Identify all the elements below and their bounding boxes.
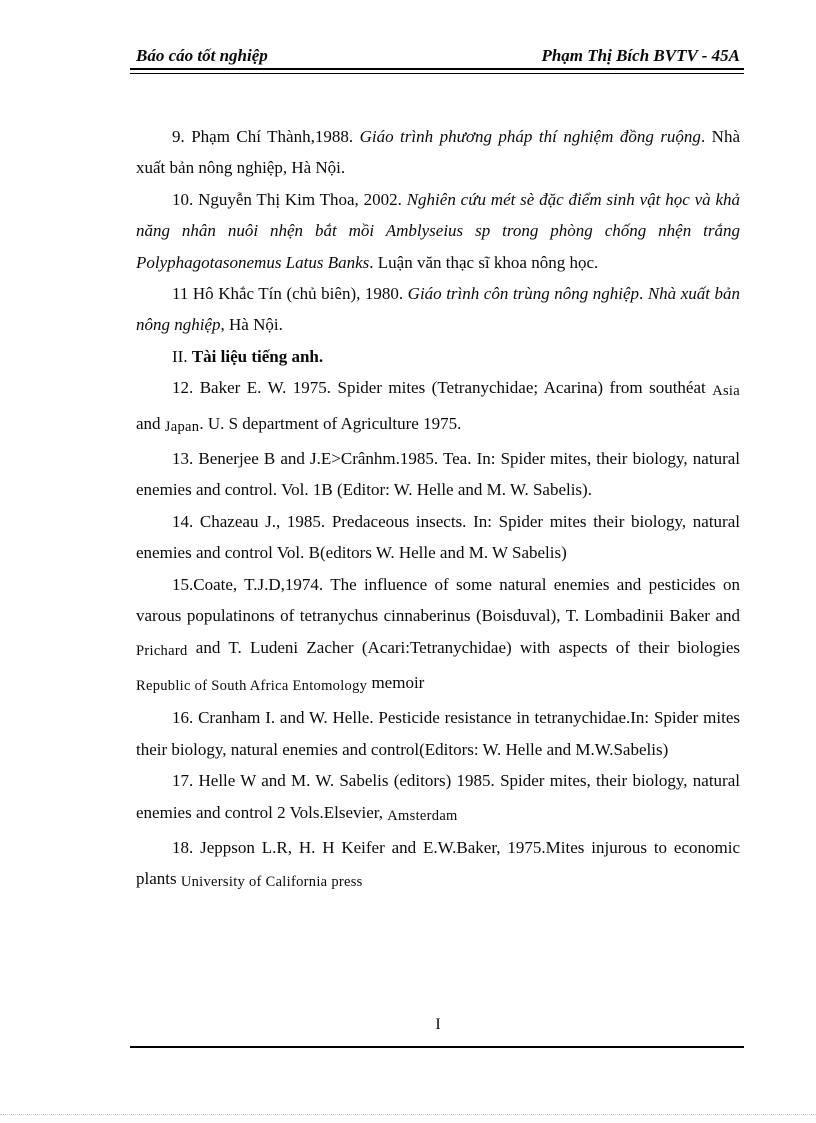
text-segment: 16. Cranham I. and W. Helle. Pesticide resistance in tetranychidae.In: Spider mites their biology, natural enemies and control(Editors: W. Helle and M.W.Sabelis) (136, 708, 740, 759)
page-bottom-dotted-line (0, 1114, 816, 1115)
text-segment: 9. Phạm Chí Thành,1988. (172, 127, 360, 146)
references-list (136, 121, 740, 899)
text-segment: University of California press (180, 874, 363, 891)
text-segment: Prichard (136, 642, 188, 659)
text-segment: . Luận văn thạc sĩ khoa nông học. (369, 252, 599, 272)
text-segment: . U. S department of Agriculture 1975. (199, 413, 462, 433)
text-segment: II. (172, 346, 192, 366)
reference-13 (136, 443, 740, 506)
footer-divider-rule (130, 1046, 744, 1048)
text-segment: 11 Hô Khắc Tín (chủ biên), 1980. (172, 284, 408, 304)
text-segment: 18. Jeppson L.R, H. H Keifer and E.W.Baker, 1975.Mites injurous to economic plants (136, 837, 740, 889)
text-segment: . Nhà xuất bản nông nghiệp, Hà Nội. (136, 127, 740, 178)
text-segment: 15.Coate, T.J.D,1974. The influence of some natural enemies and pesticides on varous populatinons of tetranychus cinnaberinus (Boisduval), T. Lombadinii Baker and (136, 574, 740, 626)
text-segment: Tài liệu tiếng anh. (191, 346, 324, 366)
header-divider-rule (130, 68, 744, 74)
text-segment: Republic of South Africa Entomology (136, 677, 368, 694)
text-segment: , Hà Nội. (220, 315, 283, 335)
text-segment: and (136, 413, 165, 433)
page-header (136, 46, 740, 66)
text-segment: Japan (164, 418, 200, 435)
text-segment: 10. Nguyễn Thị Kim Thoa, 2002. (172, 189, 407, 209)
text-segment: Asia (712, 383, 740, 400)
header-left-title: Báo cáo tốt nghiệp (136, 46, 268, 65)
page-number: I (435, 1016, 441, 1033)
reference-14 (136, 506, 740, 569)
text-segment: Nghiên cứu mét sè đặc điểm sinh vật học và khả năng nhân nuôi nhện bắt mồi Amblyseius sp trong phòng chống nhện trắng Polyphagotasonemus Latus Banks (136, 189, 741, 272)
header-right-author: Phạm Thị Bích BVTV - 45A (541, 46, 740, 65)
reference-15 (136, 569, 740, 703)
text-segment: and T. Ludeni Zacher (Acari:Tetranychidae) with aspects of their biologies (187, 637, 740, 657)
reference-10 (136, 184, 740, 278)
reference-17 (136, 765, 740, 832)
text-segment: Nhà xuất bản nông nghiệp (136, 284, 740, 335)
text-segment: 12. Baker E. W. 1975. Spider mites (Tetranychidae; Acarina) from southéat (172, 378, 713, 398)
text-segment: . (639, 284, 648, 304)
reference-12 (136, 372, 740, 443)
text-segment: memoir (367, 672, 425, 692)
reference-18 (136, 832, 740, 899)
section-heading-ii (136, 341, 740, 372)
reference-9 (136, 121, 740, 184)
text-segment: 13. Benerjee B and J.E>Crânhm.1985. Tea. In: Spider mites, their biology, natural enemies and control. Vol. 1B (Editor: W. Helle and M. W. Sabelis). (136, 449, 740, 500)
text-segment: Giáo trình côn trùng nông nghiệp (407, 284, 640, 304)
reference-11 (136, 278, 740, 341)
text-segment: 17. Helle W and M. W. Sabelis (editors) 1985. Spider mites, their biology, natural enemies and control 2 Vols.Elsevier, (136, 771, 740, 822)
text-segment: Amsterdam (387, 807, 458, 824)
reference-16 (136, 702, 740, 765)
text-segment: 14. Chazeau J., 1985. Predaceous insects. In: Spider mites their biology, natural enemies and control Vol. B(editors W. Helle and M. W Sabelis) (136, 511, 740, 563)
text-segment: Giáo trình phương pháp thí nghiệm đồng ruộng (359, 127, 701, 146)
